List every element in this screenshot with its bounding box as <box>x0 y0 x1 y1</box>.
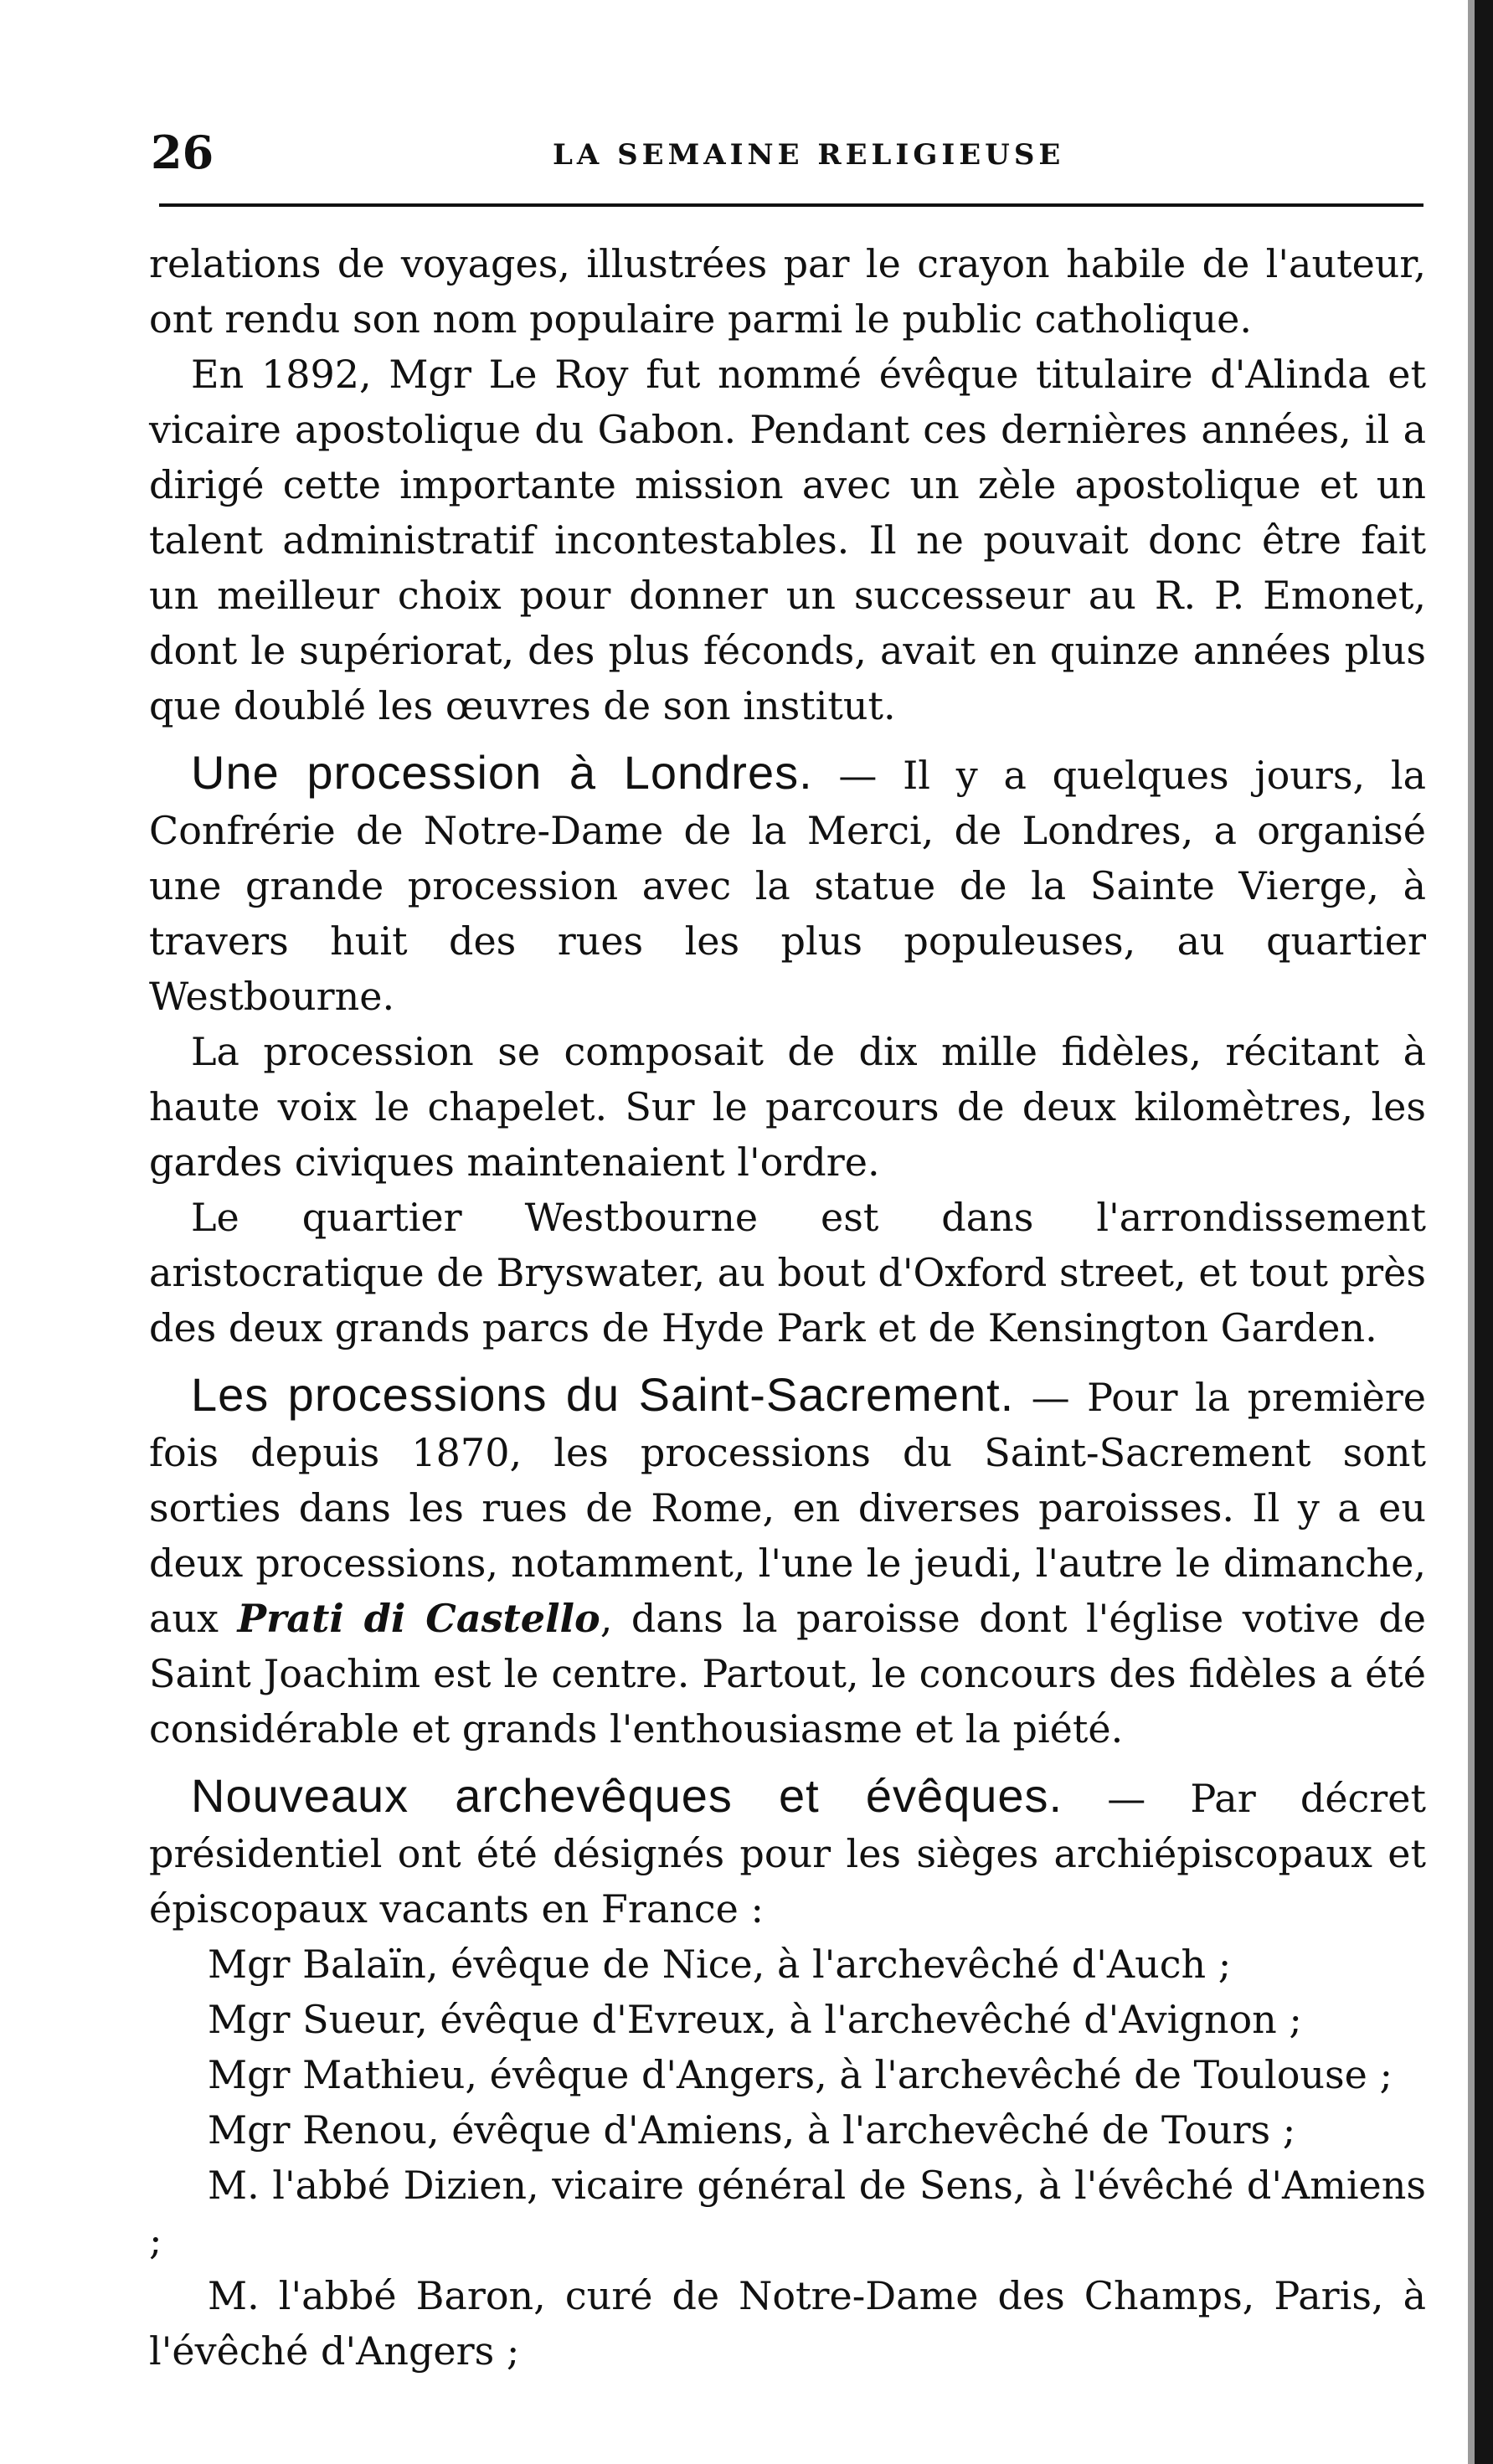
list-item: Mgr Renou, évêque d'Amiens, à l'archevêché de Tours ; <box>208 2107 1296 2153</box>
section-heading: Une procession à Londres. <box>191 746 813 799</box>
page-edge-shadow <box>1468 0 1475 2464</box>
list-item: M. l'abbé Baron, curé de Notre-Dame des Champs, Paris, à l'évêché d'Angers ; <box>149 2273 1426 2374</box>
list-item: Mgr Sueur, évêque d'Evreux, à l'archevêché d'Avignon ; <box>208 1997 1302 2042</box>
section-heading: Les processions du Saint-Sacrement. <box>191 1368 1015 1421</box>
page-header <box>151 127 1423 177</box>
page-number: 26 <box>151 126 214 179</box>
list-item: Mgr Balaïn, évêque de Nice, à l'archevêché d'Auch ; <box>208 1942 1232 1987</box>
section-procession-londres <box>149 745 1426 1024</box>
paragraph-continuation: relations de voyages, illustrées par le crayon habile de l'auteur, ont rendu son nom populaire parmi le public catholique. <box>149 241 1426 342</box>
section-lead-text: — Par décret présidentiel ont été désignés pour les sièges archiépiscopaux et épiscopaux vacants en France : <box>149 1776 1426 1932</box>
running-title: LA SEMAINE RELIGIEUSE <box>553 138 1065 172</box>
page-edge-border <box>1475 0 1493 2464</box>
page-body <box>149 236 1426 2379</box>
paragraph-westbourne: Le quartier Westbourne est dans l'arrondissement aristocratique de Bryswater, au bout d'Oxford street, et tout près des deux grands parcs de Hyde Park et de Kensington Garden. <box>149 1195 1426 1350</box>
paragraph-mgr-le-roy: En 1892, Mgr Le Roy fut nommé évêque titulaire d'Alinda et vicaire apostolique du Gabon. Pendant ces dernières années, il a dirigé cette importante mission avec un zèle apostolique et un talent administratif incontestables. Il ne pouvait donc être fait un meilleur choix pour donner un successeur au R. P. Emonet, dont le supériorat, des plus féconds, avait en quinze années plus que doublé les œuvres de son institut. <box>149 352 1426 728</box>
paragraph-procession-composition: La procession se composait de dix mille fidèles, récitant à haute voix le chapelet. Sur le parcours de deux kilomètres, les gardes civiques maintenaient l'ordre. <box>149 1029 1426 1185</box>
list-item: Mgr Mathieu, évêque d'Angers, à l'archevêché de Toulouse ; <box>208 2052 1393 2097</box>
section-heading: Nouveaux archevêques et évêques. <box>191 1769 1063 1822</box>
italic-place-name: Prati di Castello <box>237 1596 600 1641</box>
section-lead-text: — Il y a quelques jours, la Confrérie de Notre-Dame de la Merci, de Londres, a organisé une grande procession avec la statue de la Sainte Vierge, à travers huit des rues les plus populeuses, au quartier Westbourne. <box>149 753 1426 1019</box>
list-item: M. l'abbé Dizien, vicaire général de Sens, à l'évêché d'Amiens ; <box>149 2163 1426 2263</box>
section-lead-text-continued: , dans la paroisse dont l'église votive de Saint Joachim est le centre. Partout, le concours des fidèles a été considérable et grands l'enthousiasme et la piété. <box>149 1596 1426 1752</box>
section-saint-sacrement <box>149 1367 1426 1757</box>
section-lead-text: — Pour la première fois depuis 1870, les processions du Saint-Sacrement sont sorties dans les rues de Rome, en diverses paroisses. Il y a eu deux processions, notamment, l'une le jeudi, l'autre le dimanche, aux <box>149 1375 1427 1641</box>
section-nouveaux-eveques <box>149 1768 1426 1937</box>
header-rule <box>159 203 1423 207</box>
